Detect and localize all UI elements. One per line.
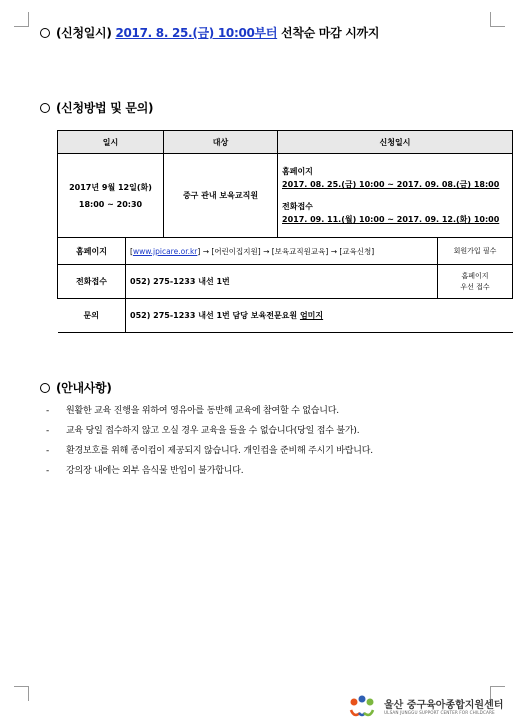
inquiry-contact-text: 052) 275-1233 내선 1번 담당 보육전문요원 <box>130 311 300 320</box>
phone-label: 전화접수 <box>282 202 313 211</box>
application-period-cell <box>278 154 513 238</box>
homepage-period: 2017. 08. 25.(금) 10:00 ~ 2017. 09. 08.(금) 18:00 <box>282 180 500 189</box>
section-title: (안내사항) <box>56 381 112 395</box>
circle-bullet-icon <box>40 103 50 113</box>
table-row-homepage <box>58 238 513 265</box>
notice-text: 교육 당일 접수하지 않고 오실 경우 교육을 들을 수 없습니다(당일 접수 불가). <box>66 426 360 436</box>
circle-bullet-icon <box>40 383 50 393</box>
table-row-inquiry <box>58 299 513 333</box>
homepage-menu-path: → [어린이집지원] → [보육교직원교육] → [교육신청] <box>202 246 375 256</box>
homepage-label: 홈페이지 <box>282 167 313 176</box>
homepage-path-cell: [www.jpicare.or.kr] → [어린이집지원] → [보육교직원교육] → [교육신청] <box>126 238 438 265</box>
header-datetime: 일시 <box>58 131 164 154</box>
notice-item <box>46 423 359 436</box>
phone-number: 052) 275-1233 내선 1번 <box>126 265 438 299</box>
corner-mark-top-right <box>490 12 505 27</box>
dash-bullet: - <box>46 426 50 436</box>
dash-bullet: - <box>46 466 50 476</box>
inquiry-contact-name: 엄미지 <box>299 311 324 320</box>
row-label: 홈페이지 <box>58 238 126 265</box>
phone-period: 2017. 09. 11.(월) 10:00 ~ 2017. 09. 12.(화) 10:00 <box>282 215 500 224</box>
phone-note <box>438 265 513 299</box>
header-target: 대상 <box>164 131 278 154</box>
application-period-heading <box>40 24 379 41</box>
row-label: 문의 <box>58 299 126 333</box>
phone-note-line: 우선 접수 <box>460 282 490 291</box>
center-logo <box>348 695 513 719</box>
dash-bullet: - <box>46 406 50 416</box>
header-application-period: 신청일시 <box>278 131 513 154</box>
section-title: (신청방법 및 문의) <box>56 101 154 115</box>
center-name: 울산 중구육아종합지원센터 <box>384 700 504 711</box>
education-date: 2017년 9월 12일(화) <box>69 183 152 192</box>
row-label: 전화접수 <box>58 265 126 299</box>
education-time: 18:00 ~ 20:30 <box>78 200 143 209</box>
homepage-link[interactable]: www.jpicare.or.kr <box>132 246 198 256</box>
homepage-note: 회원가입 필수 <box>438 238 513 265</box>
table-row-schedule <box>58 154 513 238</box>
target-cell: 중구 관내 보육교직원 <box>164 154 278 238</box>
application-start-date: 2017. 8. 25.(금) 10:00부터 <box>115 26 278 40</box>
notice-item <box>46 463 243 476</box>
section-title: (신청일시) <box>56 26 112 40</box>
inquiry-contact <box>126 299 513 333</box>
notice-item <box>46 403 339 416</box>
dash-bullet: - <box>46 446 50 456</box>
center-english-name: ULSAN JUNGGU SUPPORT CENTER FOR CHILDCARE <box>384 710 495 715</box>
education-date-cell <box>58 154 164 238</box>
corner-mark-top-left <box>14 12 29 27</box>
application-method-heading <box>40 99 153 116</box>
corner-mark-bottom-left <box>14 686 29 701</box>
circle-bullet-icon <box>40 28 50 38</box>
phone-note-line: 홈페이지 <box>461 271 489 280</box>
notice-heading <box>40 379 112 396</box>
notice-text: 원활한 교육 진행을 위하여 영유아를 동반해 교육에 참여할 수 없습니다. <box>66 406 339 416</box>
childcare-logo-icon <box>348 695 376 719</box>
notice-text: 환경보호를 위해 종이컵이 제공되지 않습니다. 개인컵을 준비해 주시기 바랍니다. <box>66 446 373 456</box>
application-deadline-text: 선착순 마감 시까지 <box>281 26 380 40</box>
application-info-table <box>57 130 513 333</box>
table-row-phone <box>58 265 513 299</box>
notice-text: 강의장 내에는 외부 음식물 반입이 불가합니다. <box>66 466 244 476</box>
notice-item <box>46 443 373 456</box>
table-header-row <box>58 131 513 154</box>
